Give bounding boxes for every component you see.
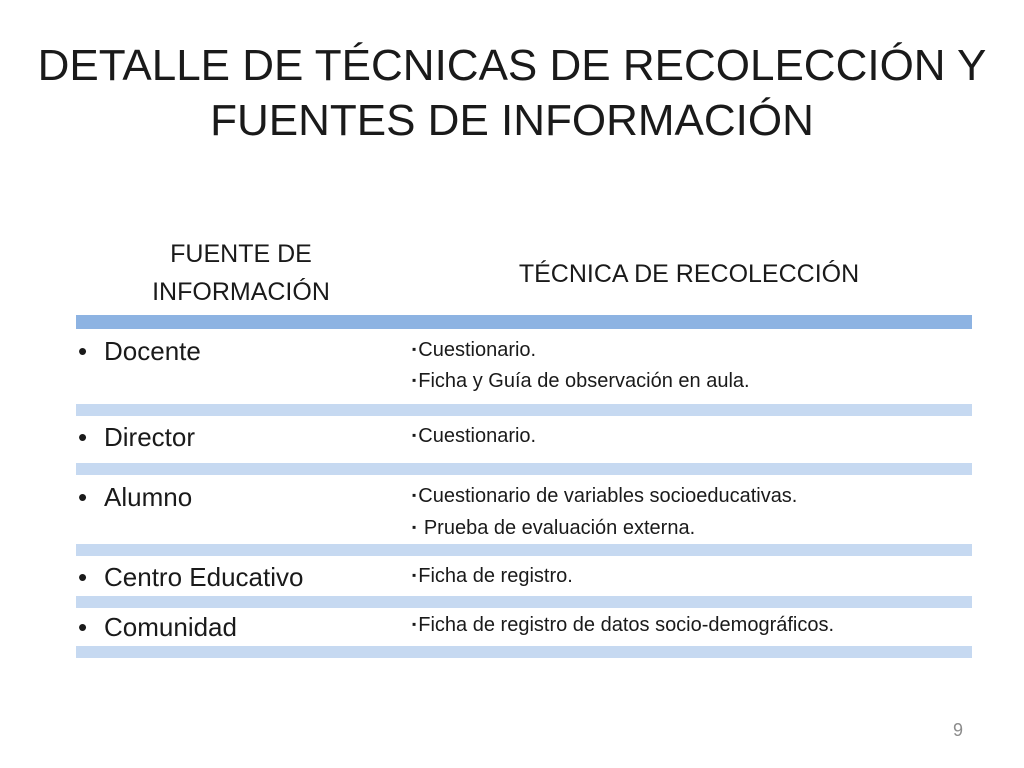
row-technique-item — [412, 608, 834, 641]
row-technique-item — [412, 479, 797, 512]
row-source-docente — [78, 335, 201, 367]
header-technique: TÉCNICA DE RECOLECCIÓN — [518, 260, 860, 288]
row-band — [76, 596, 972, 608]
technique-label: Cuestionario. — [418, 339, 537, 361]
row-band — [76, 463, 972, 475]
bullet-icon: • — [78, 422, 88, 452]
technique-label: Ficha de registro de datos socio-demográficos. — [418, 614, 835, 636]
row-source-centro-educativo — [78, 561, 303, 593]
square-bullet-icon: ▪ — [412, 520, 417, 534]
header-source — [76, 235, 406, 311]
header-source-line-2: INFORMACIÓN — [152, 278, 330, 306]
bullet-icon: • — [78, 562, 88, 592]
row-band — [76, 544, 972, 556]
bullet-icon: • — [78, 612, 88, 642]
square-bullet-icon: ▪ — [412, 488, 417, 502]
square-bullet-icon: ▪ — [412, 373, 417, 387]
row-source-director — [78, 421, 195, 453]
technique-label: Cuestionario de variables socioeducativas. — [418, 485, 798, 507]
row-source-comunidad — [78, 611, 237, 643]
row-technique-item — [412, 559, 573, 592]
technique-label: Ficha de registro. — [418, 565, 573, 587]
page-number: 9 — [952, 720, 963, 740]
row-source-alumno — [78, 481, 192, 513]
technique-label: Ficha y Guía de observación en aula. — [418, 370, 750, 392]
row-band — [76, 404, 972, 416]
header-source-line-1: FUENTE DE — [170, 240, 312, 268]
bullet-icon: • — [78, 336, 88, 366]
technique-label: Prueba de evaluación externa. — [418, 517, 696, 539]
slide-title-line-2: FUENTES DE INFORMACIÓN — [210, 96, 814, 145]
row-technique-item — [412, 333, 536, 366]
row-band — [76, 646, 972, 658]
source-label: Alumno — [104, 482, 193, 512]
bullet-icon: • — [78, 482, 88, 512]
source-label: Comunidad — [104, 612, 237, 642]
slide-title-line-1: DETALLE DE TÉCNICAS DE RECOLECCIÓN Y — [37, 41, 987, 90]
square-bullet-icon: ▪ — [412, 568, 417, 582]
row-technique-item — [412, 419, 536, 452]
source-label: Docente — [104, 336, 201, 366]
source-label: Centro Educativo — [104, 562, 304, 592]
header-rule — [76, 315, 972, 329]
square-bullet-icon: ▪ — [412, 428, 417, 442]
row-technique-item — [412, 364, 750, 397]
square-bullet-icon: ▪ — [412, 617, 417, 631]
row-technique-item — [412, 511, 695, 544]
source-label: Director — [104, 422, 196, 452]
technique-label: Cuestionario. — [418, 425, 537, 447]
square-bullet-icon: ▪ — [412, 342, 417, 356]
slide-title — [20, 38, 1004, 148]
